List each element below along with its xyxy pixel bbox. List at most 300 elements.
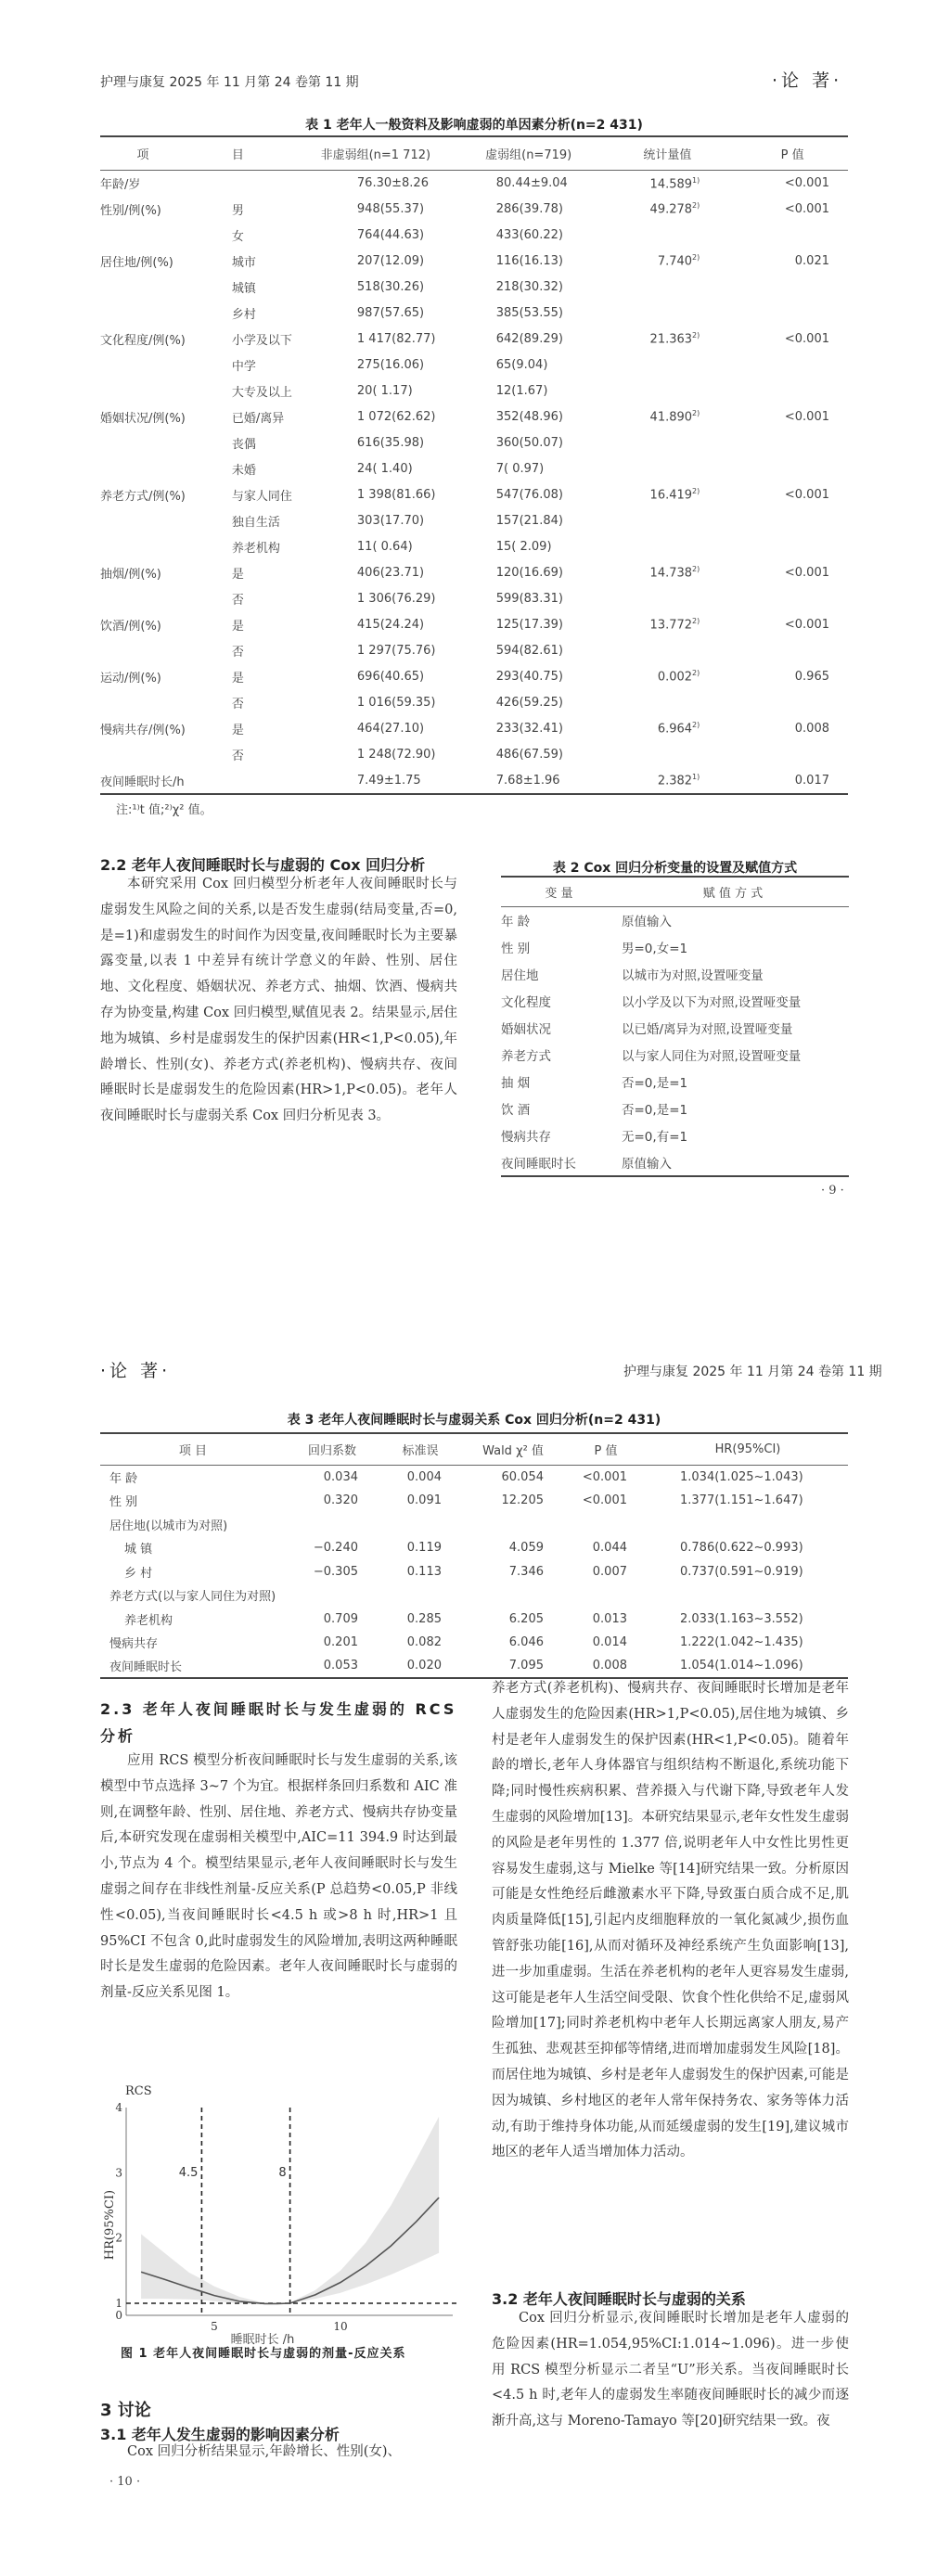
table1-row <box>100 430 848 456</box>
table2-row <box>501 961 849 988</box>
table2-row <box>501 1015 849 1042</box>
cell-frail: 7( 0.97) <box>495 462 545 476</box>
cell-frail: 125(17.39) <box>495 618 563 632</box>
cell-p: <0.001 <box>784 566 829 580</box>
table1-row <box>100 223 848 249</box>
cell-item: 城 镇 <box>124 1543 153 1557</box>
stat-value: 7.740 <box>657 254 693 269</box>
col-header: 变 量 <box>545 887 573 901</box>
cell-hr: 0.737(0.591~0.919) <box>680 1564 803 1579</box>
stat-footnote-marker: 2) <box>692 565 700 574</box>
col-header: 项 目 <box>178 1444 208 1458</box>
stat-footnote-marker: 1) <box>692 772 700 781</box>
cell-stat <box>598 560 738 586</box>
cell-se <box>379 1583 462 1608</box>
cell-hr: 1.222(1.042~1.435) <box>680 1635 803 1650</box>
cell-var: 文化程度 <box>501 995 551 1010</box>
cell-sub: 否 <box>231 594 244 608</box>
cell-item: 年 龄 <box>109 1472 138 1486</box>
cell-non-frail: 415(24.24) <box>356 618 425 632</box>
table2-row <box>501 988 849 1015</box>
cell-frail: 218(30.32) <box>495 280 563 294</box>
cell-stat <box>598 664 738 690</box>
cell-coef <box>286 1513 379 1537</box>
table2-row <box>501 907 849 934</box>
table3-row <box>100 1583 848 1608</box>
cell-p: 0.965 <box>794 670 829 684</box>
cell-p: 0.013 <box>592 1611 627 1626</box>
stat-value: 13.772 <box>649 618 693 633</box>
table1-header-row <box>100 136 848 171</box>
cell-frail: 7.68±1.96 <box>495 773 560 788</box>
stat-value: 14.589 <box>649 176 693 191</box>
cell-non-frail: 518(30.26) <box>356 280 425 294</box>
cell-se: 0.020 <box>406 1659 442 1673</box>
cell-p <box>737 690 848 716</box>
cell-hr: 0.786(0.622~0.993) <box>680 1541 803 1556</box>
table3-row <box>100 1489 848 1513</box>
cell-wald: 7.095 <box>508 1659 544 1673</box>
cell-var: 性 别 <box>501 942 531 956</box>
table2-row <box>501 1069 849 1096</box>
cell-non-frail: 464(27.10) <box>356 722 425 736</box>
cell-stat <box>598 301 738 327</box>
stat-value: 16.419 <box>649 488 693 503</box>
cell-stat <box>598 768 738 794</box>
cell-frail: 116(16.13) <box>495 254 563 268</box>
col-header: 目 <box>231 148 244 162</box>
cell-var: 饮 酒 <box>501 1103 531 1118</box>
table2-row <box>501 934 849 961</box>
cell-item: 居住地(以城市为对照) <box>109 1519 228 1533</box>
stat-value: 49.278 <box>649 202 693 217</box>
cell-item <box>100 301 186 327</box>
cell-coef <box>286 1583 379 1608</box>
stat-value: 0.002 <box>657 670 693 685</box>
table1-row <box>100 664 848 690</box>
cell-sub: 是 <box>231 724 244 737</box>
table1-row <box>100 456 848 482</box>
cell-value: 原值输入 <box>622 915 672 930</box>
table3-caption: 表 3 老年人夜间睡眠时长与虚弱关系 Cox 回归分析(n=2 431) <box>287 1413 661 1428</box>
cell-non-frail: 76.30±8.26 <box>356 176 429 191</box>
page-number: · 9 · <box>821 1184 844 1198</box>
table1-row <box>100 378 848 404</box>
cell-p: 0.017 <box>794 773 829 788</box>
cell-var: 抽 烟 <box>501 1076 531 1091</box>
cell-hr: 1.034(1.025~1.043) <box>680 1470 803 1484</box>
cell-hr <box>648 1513 848 1537</box>
cell-non-frail: 1 398(81.66) <box>356 488 436 502</box>
cell-p: 0.008 <box>794 722 829 736</box>
journal-header: 护理与康复 2025 年 11 月第 24 卷第 11 期 <box>623 1365 882 1379</box>
cell-non-frail: 696(40.65) <box>356 670 425 684</box>
col-header: P 值 <box>594 1444 618 1458</box>
table2-row <box>501 1042 849 1069</box>
table2-caption: 表 2 Cox 回归分析变量的设置及赋值方式 <box>552 861 798 876</box>
cell-non-frail: 1 072(62.62) <box>356 410 436 424</box>
cell-value: 以已婚/离异为对照,设置哑变量 <box>622 1022 793 1037</box>
stat-value: 6.964 <box>657 722 693 737</box>
table1-row <box>100 327 848 352</box>
stat-footnote-marker: 2) <box>692 201 700 211</box>
stat-footnote-marker: 2) <box>692 409 700 418</box>
cell-p: 0.008 <box>592 1659 627 1673</box>
table1-row <box>100 690 848 716</box>
cell-item: 运动/例(%) <box>100 672 161 686</box>
cell-item: 文化程度/例(%) <box>100 334 186 348</box>
table1-row <box>100 197 848 223</box>
stat-footnote-marker: 1) <box>692 175 700 185</box>
cell-p <box>564 1583 648 1608</box>
table2-row <box>501 1096 849 1122</box>
cell-sub <box>186 171 292 197</box>
cell-wald <box>462 1513 564 1537</box>
table3-row <box>100 1631 848 1655</box>
cell-frail: 80.44±9.04 <box>495 176 568 191</box>
cell-item <box>100 456 186 482</box>
cell-p: 0.014 <box>592 1635 627 1650</box>
cell-sub: 是 <box>231 568 244 582</box>
stat-value: 21.363 <box>649 332 693 347</box>
cell-item: 夜间睡眠时长/h <box>100 775 185 789</box>
cell-stat <box>598 352 738 378</box>
cell-non-frail: 948(55.37) <box>356 202 425 216</box>
cell-p: 0.044 <box>592 1541 627 1556</box>
section-3-1-body-right: 养老方式(养老机构)、慢病共存、夜间睡眠时长增加是老年人虚弱发生的危险因素(HR>1,P<0.05),居住地为城镇、乡村是老年人虚弱发生的保护因素(HR<1,P<0.05)。随着年龄的增长,老年人身体器官与组织结构不断退化,系统功能下降;同时慢性疾病积累、营养摄入与代谢下降,导致老年人发生虚弱的风险增加[13]。本研究结果显示,老年女性发生虚弱的风险是老年男性的 1.377 倍,说明老年人中女性比男性更容易发生虚弱,这与 Mielke 等[14]研究结果一致。分析原因可能是女性绝经后雌激素水平下降,导致蛋白质合成不足,肌肉质量降低[15],引起内皮细胞释放的一氧化氮减少,损伤血管舒张功能[16],从而对循环及神经系统产生负面影响[13],进一步加重虚弱。生活在养老机构的老年人更容易发生虚弱,这可能是老年人生活空间受限、饮食个性化供给不足,虚弱风险增加[17];同时养老机构中老年人长期远离家人朋友,易产生孤独、悲观甚至抑郁等情绪,进而增加虚弱发生风险[18]。而居住地为城镇、乡村是老年人虚弱发生的保护因素,可能是因为城镇、乡村地区的老年人常年保持务农、家务等体力活动,有助于维持身体功能,从而延缓虚弱的发生[19],建议城市地区的老年人适当增加体力活动。 <box>492 1681 849 2160</box>
cell-sub: 城市 <box>231 256 256 270</box>
cell-p <box>737 430 848 456</box>
cell-var: 居住地 <box>501 968 539 983</box>
cell-se <box>379 1513 462 1537</box>
cell-stat <box>598 275 738 301</box>
col-header: 标准误 <box>402 1444 439 1458</box>
cell-wald: 6.046 <box>508 1635 544 1650</box>
stat-footnote-marker: 2) <box>692 253 700 263</box>
table2-row <box>501 1122 849 1149</box>
cell-p <box>737 742 848 768</box>
cell-stat <box>598 249 738 275</box>
cell-item: 性别/例(%) <box>100 204 161 218</box>
cell-item: 居住地/例(%) <box>100 256 173 270</box>
rcs-chart <box>93 2078 482 2347</box>
cell-se: 0.119 <box>406 1541 442 1556</box>
cell-non-frail: 987(57.65) <box>356 306 425 320</box>
table1-row <box>100 404 848 430</box>
cell-non-frail: 303(17.70) <box>356 514 425 528</box>
cell-p <box>737 223 848 249</box>
cell-stat <box>598 171 738 197</box>
cell-stat <box>598 690 738 716</box>
section-3-2-heading: 3.2 老年人夜间睡眠时长与虚弱的关系 <box>492 2290 746 2308</box>
cell-frail: 12(1.67) <box>495 384 548 398</box>
cell-p: <0.001 <box>582 1493 627 1508</box>
cell-frail: 385(53.55) <box>495 306 563 320</box>
table1-row <box>100 352 848 378</box>
cell-stat <box>598 716 738 742</box>
table3-header-row <box>100 1433 848 1466</box>
col-header: 非虚弱组(n=1 712) <box>320 148 431 162</box>
cell-value: 以城市为对照,设置哑变量 <box>622 968 764 983</box>
stat-footnote-marker: 2) <box>692 721 700 730</box>
cell-wald: 60.054 <box>501 1470 544 1484</box>
cell-non-frail: 20( 1.17) <box>356 384 413 398</box>
cell-item: 养老方式(以与家人同住为对照) <box>109 1590 276 1605</box>
cell-hr: 1.377(1.151~1.647) <box>680 1493 803 1508</box>
cell-non-frail: 275(16.06) <box>356 358 425 372</box>
cell-item <box>100 352 186 378</box>
cell-stat <box>598 612 738 638</box>
cell-frail: 599(83.31) <box>495 592 563 606</box>
cell-item <box>100 742 186 768</box>
section-2-3-body: 应用 RCS 模型分析夜间睡眠时长与发生虚弱的关系,该模型中节点选择 3~7 个为宜。根据样条回归系数和 AIC 准则,在调整年龄、性别、居住地、养老方式、慢病共存协变量后,本研究发现在虚弱相关模型中,AIC=11 394.9 时达到最小,节点为 4 个。模型结果显示,老年人夜间睡眠时长与发生虚弱之间存在非线性剂量-反应关系(P 总趋势<0.05,P 非线性<0.05),当夜间睡眠时长<4.5 h 或>8 h 时,HR>1 且 95%CI 不包含 0,此时虚弱发生的风险增加,表明这两种睡眠时长是发生虚弱的危险因素。老年人夜间睡眠时长与虚弱的剂量-反应关系见图 1。 <box>100 1753 457 2001</box>
cell-item <box>100 534 186 560</box>
table3-row <box>100 1536 848 1560</box>
cell-non-frail: 24( 1.40) <box>356 462 413 476</box>
cell-sub: 是 <box>231 620 244 634</box>
table1-row <box>100 560 848 586</box>
table1-row <box>100 482 848 508</box>
table3-row <box>100 1608 848 1632</box>
cell-stat <box>598 456 738 482</box>
cell-frail: 486(67.59) <box>495 748 563 762</box>
y-tick-label: 0 <box>115 2309 122 2322</box>
cell-item <box>100 430 186 456</box>
cell-p <box>737 301 848 327</box>
stat-value: 14.738 <box>649 566 693 581</box>
cell-p <box>737 586 848 612</box>
cell-stat <box>598 223 738 249</box>
table3-row <box>100 1513 848 1537</box>
cell-stat <box>598 327 738 352</box>
cell-value: 无=0,有=1 <box>622 1130 688 1145</box>
y-tick-label: 2 <box>115 2231 122 2245</box>
cell-value: 原值输入 <box>622 1156 672 1172</box>
table1-row <box>100 508 848 534</box>
cell-coef: 0.034 <box>323 1470 358 1484</box>
cell-non-frail: 764(44.63) <box>356 228 425 242</box>
x-axis-label: 睡眠时长 /h <box>230 2333 295 2347</box>
cell-p: <0.001 <box>784 176 829 191</box>
chart-title: RCS <box>125 2084 152 2098</box>
cell-non-frail: 11( 0.64) <box>356 540 413 554</box>
cell-sub: 女 <box>231 230 244 244</box>
cell-sub: 独自生活 <box>231 516 280 530</box>
table1-row <box>100 742 848 768</box>
cell-se: 0.082 <box>406 1635 442 1650</box>
section-3-1-body-left: Cox 回归分析结果显示,年龄增长、性别(女)、 <box>127 2444 402 2459</box>
section-2-3-heading: 2.3 老年人夜间睡眠时长与发生虚弱的 RCS 分析 <box>100 1700 457 1745</box>
reference-line-label: 4.5 <box>178 2165 199 2180</box>
cell-item: 慢病共存/例(%) <box>100 724 186 737</box>
cell-value: 否=0,是=1 <box>622 1076 688 1091</box>
cell-non-frail: 1 016(59.35) <box>356 696 436 710</box>
cell-sub: 乡村 <box>231 308 256 322</box>
cell-non-frail: 1 248(72.90) <box>356 748 436 762</box>
cell-item <box>100 223 186 249</box>
cell-stat <box>598 430 738 456</box>
cell-value: 否=0,是=1 <box>622 1103 688 1118</box>
cell-stat <box>598 508 738 534</box>
cell-sub: 小学及以下 <box>231 334 292 348</box>
cell-frail: 547(76.08) <box>495 488 563 502</box>
section-2-2-body: 本研究采用 Cox 回归模型分析老年人夜间睡眠时长与虚弱发生风险之间的关系,以是否发生虚弱(结局变量,否=0,是=1)和虚弱发生的时间作为因变量,夜间睡眠时长为主要暴露变量,以表 1 中差异有统计学意义的年龄、性别、居住地、文化程度、婚姻状况、养老方式、抽烟、饮酒、慢病共存为协变量,构建 Cox 回归模型,赋值见表 2。结果显示,居住地为城镇、乡村是虚弱发生的保护因素(HR<1,P<0.05),年龄增长、性别(女)、养老方式(养老机构)、慢病共存、夜间睡眠时长是虚弱发生的危险因素(HR>1,P<0.05)。老年人夜间睡眠时长与虚弱关系 Cox 回归分析见表 3。 <box>100 877 457 1124</box>
cell-value: 男=0,女=1 <box>622 942 688 956</box>
cell-p: <0.001 <box>582 1470 627 1484</box>
cell-frail: 157(21.84) <box>495 514 563 528</box>
table2-header-row <box>501 877 849 907</box>
table3-row <box>100 1466 848 1490</box>
stat-footnote-marker: 2) <box>692 669 700 678</box>
cell-p <box>737 456 848 482</box>
cell-frail: 293(40.75) <box>495 670 563 684</box>
y-tick-label: 3 <box>115 2166 122 2180</box>
cell-p <box>737 638 848 664</box>
table3-row <box>100 1560 848 1584</box>
table1-note: 注:¹⁾t 值;²⁾χ² 值。 <box>116 803 212 817</box>
table1-row <box>100 586 848 612</box>
col-header: 虚弱组(n=719) <box>485 148 572 162</box>
cell-value: 以与家人同住为对照,设置哑变量 <box>622 1049 802 1064</box>
cell-se: 0.091 <box>406 1493 442 1508</box>
table1-row <box>100 768 848 794</box>
table1-caption: 表 1 老年人一般资料及影响虚弱的单因素分析(n=2 431) <box>305 118 643 133</box>
cell-sub: 中学 <box>231 360 256 374</box>
y-tick-label: 4 <box>115 2101 122 2114</box>
cell-item: 夜间睡眠时长 <box>109 1660 183 1675</box>
x-tick-label: 5 <box>211 2320 218 2333</box>
col-header: 赋 值 方 式 <box>702 887 764 901</box>
table1-row <box>100 612 848 638</box>
cell-hr <box>648 1583 848 1608</box>
y-axis-label: HR(95%CI) <box>103 2189 117 2261</box>
cell-frail: 65(9.04) <box>495 358 548 372</box>
cell-se: 0.004 <box>406 1470 442 1484</box>
cell-item: 性 别 <box>109 1495 138 1510</box>
col-header: P 值 <box>780 148 804 162</box>
cell-item: 养老机构 <box>124 1613 173 1628</box>
cell-value: 以小学及以下为对照,设置哑变量 <box>622 995 802 1010</box>
cell-p <box>737 508 848 534</box>
cell-sub: 丧偶 <box>231 438 256 452</box>
cell-coef: 0.320 <box>323 1493 358 1508</box>
table2-row <box>501 1149 849 1176</box>
table1-row <box>100 249 848 275</box>
cell-non-frail: 1 297(75.76) <box>356 644 436 658</box>
cell-coef: −0.240 <box>313 1541 358 1556</box>
cell-sub: 否 <box>231 646 244 660</box>
cell-p: 0.021 <box>794 254 829 268</box>
cell-sub: 男 <box>231 204 244 218</box>
table3 <box>100 1432 848 1679</box>
stat-value: 41.890 <box>649 410 693 425</box>
cell-hr: 2.033(1.163~3.552) <box>680 1611 803 1626</box>
cell-stat <box>598 197 738 223</box>
cell-var: 慢病共存 <box>501 1130 551 1145</box>
table1-row <box>100 534 848 560</box>
cell-stat <box>598 378 738 404</box>
cell-p: <0.001 <box>784 202 829 216</box>
cell-sub: 否 <box>231 698 244 711</box>
cell-p <box>737 378 848 404</box>
section-3-heading: 3 讨论 <box>100 2401 151 2420</box>
table1 <box>100 135 848 795</box>
stat-footnote-marker: 2) <box>692 617 700 626</box>
cell-p: <0.001 <box>784 618 829 632</box>
figure1-caption: 图 1 老年人夜间睡眠时长与虚弱的剂量-反应关系 <box>121 2347 406 2361</box>
cell-item <box>100 690 186 716</box>
section-label: ·论 著· <box>100 1361 172 1381</box>
cell-p <box>737 352 848 378</box>
cell-item: 饮酒/例(%) <box>100 620 161 634</box>
cell-frail: 233(32.41) <box>495 722 563 736</box>
cell-sub: 养老机构 <box>231 542 280 556</box>
cell-item <box>100 586 186 612</box>
cell-item: 年龄/岁 <box>100 178 141 193</box>
cell-p: 0.007 <box>592 1564 627 1579</box>
reference-line-label: 8 <box>278 2165 287 2180</box>
cell-p: <0.001 <box>784 332 829 346</box>
cell-stat <box>598 404 738 430</box>
cell-stat <box>598 638 738 664</box>
cell-non-frail: 207(12.09) <box>356 254 425 268</box>
cell-item <box>100 378 186 404</box>
table2 <box>501 876 849 1177</box>
table1-row <box>100 171 848 197</box>
cell-stat <box>598 586 738 612</box>
col-header: Wald χ² 值 <box>482 1444 544 1458</box>
cell-var: 养老方式 <box>501 1049 551 1064</box>
cell-item <box>100 638 186 664</box>
cell-item: 婚姻状况/例(%) <box>100 412 186 426</box>
cell-p <box>564 1513 648 1537</box>
journal-header: 护理与康复 2025 年 11 月第 24 卷第 11 期 <box>100 75 359 90</box>
stat-footnote-marker: 2) <box>692 487 700 496</box>
cell-sub: 是 <box>231 672 244 686</box>
cell-non-frail: 7.49±1.75 <box>356 773 421 788</box>
table1-row <box>100 638 848 664</box>
cell-p: <0.001 <box>784 410 829 424</box>
cell-wald: 4.059 <box>508 1541 544 1556</box>
cell-wald: 12.205 <box>501 1493 544 1508</box>
col-header: 统计量值 <box>643 148 692 162</box>
cell-frail: 433(60.22) <box>495 228 563 242</box>
section-3-2-body: Cox 回归分析显示,夜间睡眠时长增加是老年人虚弱的危险因素(HR=1.054,95%CI:1.014~1.096)。进一步使用 RCS 模型分析显示二者呈“U”形关系。当夜间睡眠时长<4.5 h 时,老年人的虚弱发生率随夜间睡眠时长的减少而逐渐升高,这与 Moreno-Tamayo 等[20]研究结果一致。夜 <box>492 2311 849 2429</box>
cell-item: 养老方式/例(%) <box>100 490 186 504</box>
x-tick-label: 10 <box>333 2320 348 2333</box>
cell-frail: 360(50.07) <box>495 436 563 450</box>
cell-sub: 否 <box>231 750 244 763</box>
cell-frail: 352(48.96) <box>495 410 563 424</box>
cell-coef: 0.053 <box>323 1659 358 1673</box>
section-label: ·论 著· <box>772 70 843 91</box>
section-3-1-heading: 3.1 老年人发生虚弱的影响因素分析 <box>100 2426 340 2443</box>
cell-var: 夜间睡眠时长 <box>501 1156 576 1172</box>
cell-non-frail: 616(35.98) <box>356 436 425 450</box>
stat-footnote-marker: 2) <box>692 331 700 340</box>
cell-non-frail: 406(23.71) <box>356 566 425 580</box>
stat-value: 2.382 <box>657 774 693 788</box>
col-header: 回归系数 <box>307 1444 356 1458</box>
cell-p <box>737 534 848 560</box>
cell-item: 抽烟/例(%) <box>100 568 161 582</box>
cell-var: 年 龄 <box>501 915 531 930</box>
cell-stat <box>598 534 738 560</box>
cell-sub <box>186 768 292 794</box>
cell-frail: 426(59.25) <box>495 696 563 710</box>
cell-wald: 7.346 <box>508 1564 544 1579</box>
cell-frail: 286(39.78) <box>495 202 563 216</box>
